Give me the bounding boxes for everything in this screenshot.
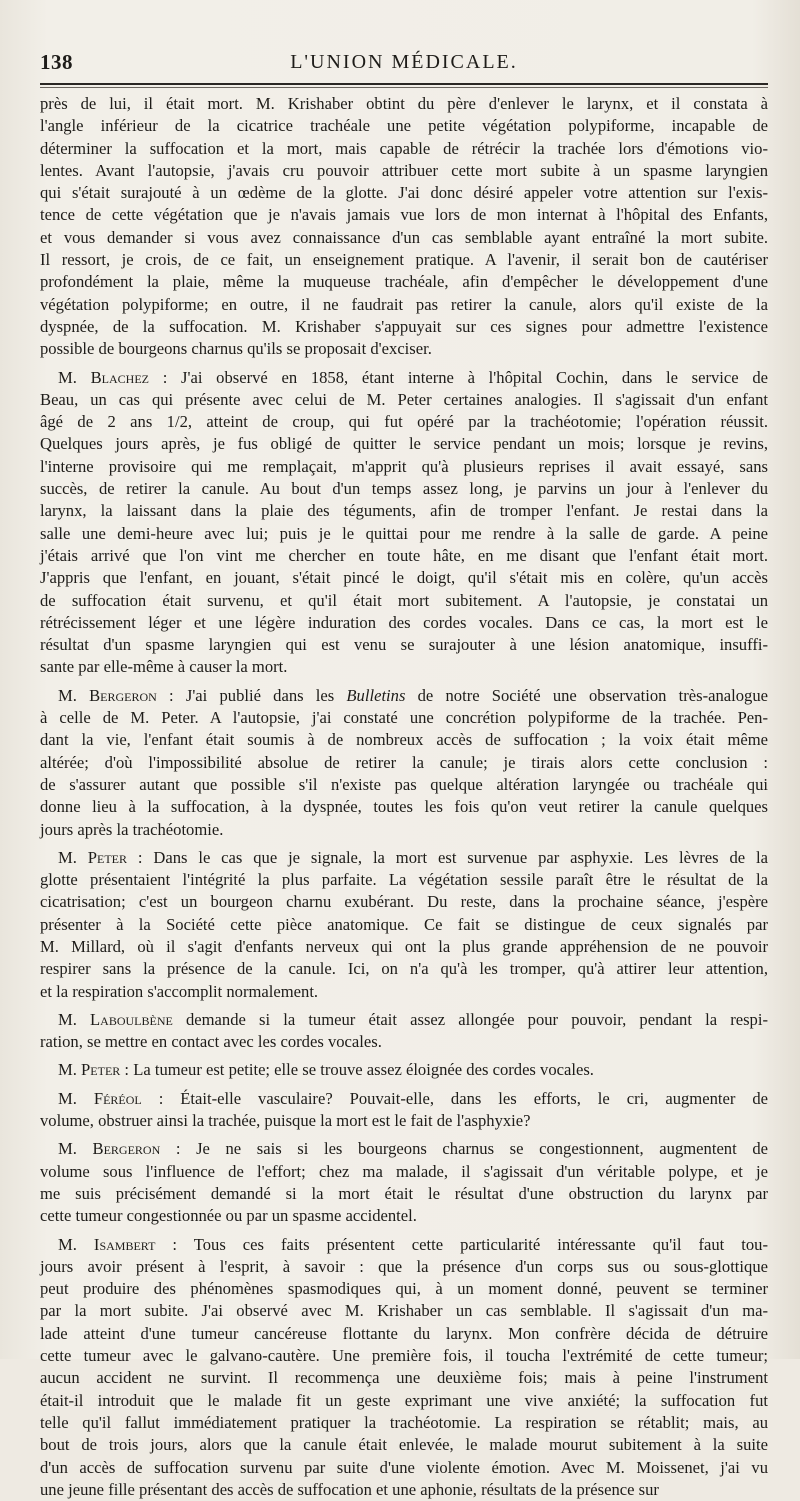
paragraph	[40, 679, 768, 841]
speaker-name: M. Blachez	[58, 367, 150, 387]
text-line	[40, 1059, 768, 1081]
text-line	[40, 1234, 768, 1256]
text-line: près de lui, il était mort. M. Krishaber obtint du père d'enlever le larynx, et il constata à	[40, 94, 768, 113]
text-line: rétrécissement léger et une légère induration des cordes vocales. Dans ce cas, la mort est le	[40, 612, 768, 632]
text-line	[40, 367, 768, 389]
text-line: et la respiration s'accomplit normalement.	[40, 981, 319, 1001]
text-line: aucun accident ne survint. Il recommença une deuxième fois; mais à peine l'instrument	[40, 1368, 768, 1388]
text-line: une jeune fille présentant des accès de suffocation et une aphonie, résultats de la présence sur	[40, 1479, 659, 1499]
text-line	[40, 685, 768, 707]
paragraph	[40, 1132, 768, 1227]
speaker-name: M. Peter	[58, 847, 127, 867]
header-rule	[40, 83, 768, 85]
line-text: : Je ne sais si les bourgeons charnus se congestionnent, augmentent de	[160, 1139, 768, 1159]
line-text: : J'ai publié dans les	[156, 685, 347, 705]
text-line: et vous demander si vous avez connaissance d'un cas semblable ayant entraîné la mort subite.	[40, 227, 768, 247]
text-line: cette tumeur congestionnée ou par un spasme accidentel.	[40, 1206, 417, 1226]
text-line: tence de cette végétation que je n'avais jamais vue lors de mon internat à l'hôpital des Enfants,	[40, 205, 768, 225]
text-line: était-il introduit que le malade fit un geste exprimant une vive anxiété; la suffocation fut	[40, 1390, 768, 1410]
speaker-name: M. Bergeron	[58, 1139, 161, 1159]
text-line: altérée; d'où l'impossibilité absolue de retirer la canule; je tirais alors cette conclusion :	[40, 752, 768, 772]
text-line: bout de trois jours, alors que la canule était enlevée, le malade mourut subitement à la suite	[40, 1435, 768, 1455]
line-text: : La tumeur est petite; elle se trouve assez éloignée des cordes vocales.	[120, 1060, 594, 1080]
speaker-name: M. Isambert	[58, 1234, 156, 1254]
header-rule-thin	[40, 87, 768, 88]
text-line: J'appris que l'enfant, en jouant, s'était pincé le doigt, qu'il s'était mis en colère, qu'un accès	[40, 568, 768, 588]
line-text: : Tous ces faits présentent cette particularité intéressante qu'il faut tou-	[155, 1234, 768, 1254]
paragraph	[40, 1053, 768, 1081]
text-line: succès, de retirer la canule. Au bout d'un temps assez long, je parvins un jour à l'enlever du	[40, 479, 768, 499]
text-line: à celle de M. Peter. A l'autopsie, j'ai constaté une concrétion polypiforme de la trachée. Pen-	[40, 708, 768, 728]
text-line: de s'assurer autant que possible s'il n'existe pas quelque altération laryngée ou trachéale qui	[40, 774, 768, 794]
text-line: résultat d'un spasme laryngien qui est venu se surajouter à une lésion anatomique, insuffi-	[40, 635, 768, 655]
text-line: déterminer la suffocation et la mort, mais capable de rétrécir la trachée lors d'émotions vio-	[40, 138, 768, 158]
text-line: Quelques jours après, je fus obligé de quitter le service pendant un mois; lorsque je revins,	[40, 434, 768, 454]
text-line: cicatrisation; c'est un bourgeon charnu exubérant. Du reste, dans la prochaine séance, j'espère	[40, 892, 768, 912]
text-line: jours avoir présent à l'esprit, à savoir : que la présence d'un corps sus ou sous-glottique	[40, 1256, 768, 1276]
text-line: lade atteint d'une tumeur cancéreuse flottante du larynx. Mon confrère décida de détruire	[40, 1323, 768, 1343]
text-line: Beau, un cas qui présente avec celui de M. Peter certaines analogies. Il s'agissait d'un enfant	[40, 389, 768, 409]
text-line: présenter à la Société cette pièce anatomique. Ce fait se distingue de ceux signalés par	[40, 914, 768, 934]
text-line	[40, 1009, 768, 1031]
line-text: : Était-elle vasculaire? Pouvait-elle, dans les efforts, le cri, augmenter de	[141, 1088, 769, 1108]
text-line: M. Millard, où il s'agit d'enfants nerveux qui ont la plus grande appréhension de ne pouvoir	[40, 936, 768, 956]
page-header	[40, 50, 768, 80]
text-line: me suis précisément demandé si la mort était le résultat d'une obstruction du larynx par	[40, 1183, 768, 1203]
text-line: telle qu'il fallut immédiatement pratiquer la trachéotomie. La respiration se rétablit; mais, au	[40, 1412, 768, 1432]
text-line: dant la vie, l'enfant était soumis à de nombreux accès de suffocation ; la voix était même	[40, 730, 768, 750]
text-line: ration, se mettre en contact avec les cordes vocales.	[40, 1032, 382, 1052]
text-line: possible de bourgeons charnus qu'ils se proposait d'exciser.	[40, 339, 432, 359]
text-line	[40, 1088, 768, 1110]
text-line	[40, 1138, 768, 1160]
paragraph	[40, 1082, 768, 1133]
text-line: l'interne provisoire qui me remplaçait, m'apprit qu'à plusieurs reprises il avait essayé, sans	[40, 456, 768, 476]
speaker-name: M. Laboulbène	[58, 1009, 173, 1029]
page-number: 138	[40, 50, 73, 74]
text-line: de suffocation était survenu, et qu'il était mort subitement. A l'autopsie, je constatai un	[40, 590, 768, 610]
speaker-name: M. Féréol	[58, 1088, 142, 1108]
text-line: lentes. Avant l'autopsie, j'avais cru pouvoir attribuer cette mort subite à un spasme laryngien	[40, 160, 768, 180]
paragraph	[40, 1228, 768, 1501]
text-line: d'un accès de suffocation survenu par suite d'une violente émotion. Avec M. Moissenet, j'ai vu	[40, 1457, 768, 1477]
text-line: volume, obstruer ainsi la trachée, puisque la mort est le fait de l'asphyxie?	[40, 1111, 531, 1131]
text-line: cette tumeur avec le galvano-cautère. Une première fois, il toucha l'extrémité de cette tumeur;	[40, 1346, 768, 1366]
text-line: j'étais arrivé que l'on vint me chercher en toute hâte, en me disant que l'enfant était mort.	[40, 545, 768, 565]
text-line: jours après la trachéotomie.	[40, 819, 224, 839]
text-line: l'angle inférieur de la cicatrice trachéale une petite végétation polypiforme, incapable de	[40, 116, 768, 136]
text-line: végétation polypiforme; en outre, il ne faudrait pas retirer la canule, alors qu'il existe de la	[40, 294, 768, 314]
running-title: L'UNION MÉDICALE.	[290, 51, 518, 73]
line-text: de notre Société une observation très-analogue	[405, 685, 768, 705]
text-line: larynx, la laissant dans la plaie des téguments, afin de tromper l'enfant. Je restai dans la	[40, 501, 768, 521]
text-line: peut produire des phénomènes spasmodiques qui, à un moment donné, peuvent se terminer	[40, 1279, 768, 1299]
text-line: glotte présentaient l'intégrité la plus parfaite. La végétation sessile paraît être le résultat de la	[40, 870, 768, 890]
text-line: profondément la plaie, même la muqueuse trachéale, afin d'empêcher le développement d'une	[40, 272, 768, 292]
body-text	[40, 93, 768, 1501]
text-line: dyspnée, de la suffocation. M. Krishaber s'appuyait sur ces signes pour admettre l'existence	[40, 316, 768, 336]
text-line: salle une demi-heure avec lui; puis je le quittai pour me rendre à la salle de garde. A peine	[40, 523, 768, 543]
text-line: par la mort subite. J'ai observé avec M. Krishaber un cas semblable. Il s'agissait d'un ma-	[40, 1301, 768, 1321]
paragraph	[40, 841, 768, 1003]
text-line: âgé de 2 ans 1/2, atteint de croup, qui fut opéré par la trachéotomie; l'opération réussit.	[40, 412, 768, 432]
text-line: volume sous l'influence de l'effort; chez ma malade, il s'agissait d'un véritable polype, et je	[40, 1161, 768, 1181]
paragraph	[40, 93, 768, 361]
speaker-name: M. Peter	[58, 1060, 121, 1080]
text-line	[40, 847, 768, 869]
text-line: qui s'était surajouté à un œdème de la glotte. J'ai donc désiré appeler votre attention sur l'exis-	[40, 183, 768, 203]
italic-title: Bulletins	[346, 685, 406, 705]
text-line: sante par elle-même à causer la mort.	[40, 657, 288, 677]
line-text: : Dans le cas que je signale, la mort est survenue par asphyxie. Les lèvres de la	[127, 847, 768, 867]
text-line: Il ressort, je crois, de ce fait, un enseignement pratique. A l'avenir, il serait bon de cautériser	[40, 250, 768, 270]
paragraph	[40, 1003, 768, 1054]
line-text: : J'ai observé en 1858, étant interne à l'hôpital Cochin, dans le service de	[149, 367, 768, 387]
paragraph	[40, 361, 768, 679]
text-line: respirer sans la présence de la canule. Ici, on n'a qu'à les tromper, qu'à attirer leur attention,	[40, 959, 768, 979]
speaker-name: M. Bergeron	[58, 685, 157, 705]
line-text: demande si la tumeur était assez allongée pour pouvoir, pendant la respi-	[172, 1009, 768, 1029]
text-line: donne lieu à la suffocation, à la dyspnée, toutes les fois qu'on veut retirer la canule quelques	[40, 797, 768, 817]
